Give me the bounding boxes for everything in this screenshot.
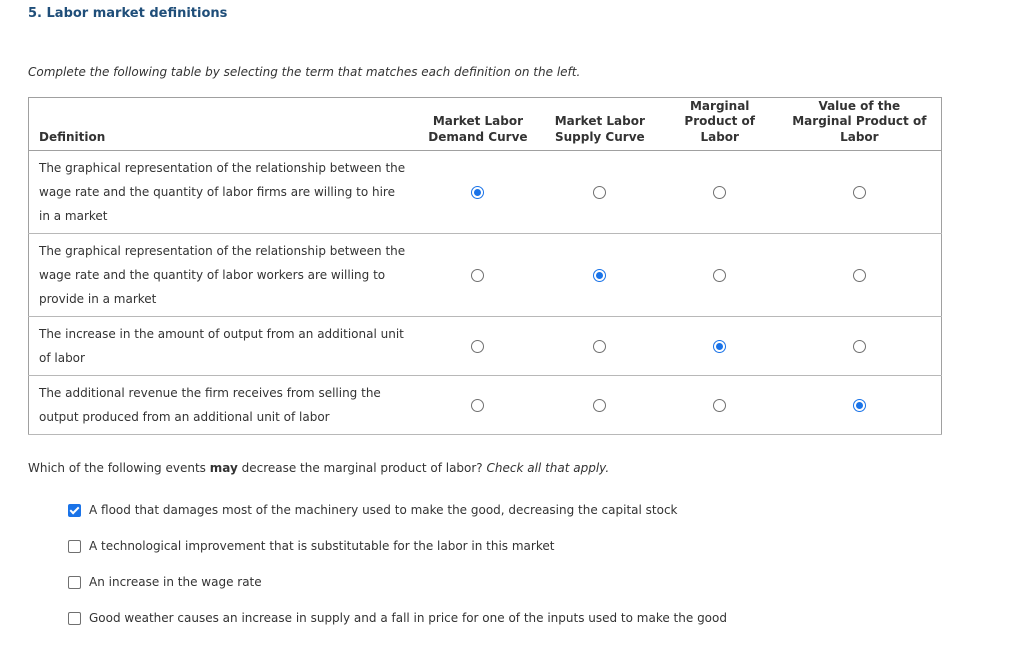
definition-cell: The increase in the amount of output from an additional unit of labor — [29, 317, 418, 376]
table-row — [29, 151, 942, 234]
radio-supply-curve[interactable] — [593, 340, 606, 353]
definition-cell: The graphical representation of the relationship between the wage rate and the quantity of labor firms are willing to hire in a market — [29, 151, 418, 234]
definition-matching-table — [28, 97, 942, 435]
definition-cell: The additional revenue the firm receives from selling the output produced from an additional unit of labor — [29, 376, 418, 435]
option-wage-rate-increase[interactable] — [68, 575, 262, 589]
checkbox[interactable] — [68, 612, 81, 625]
table-row — [29, 376, 942, 435]
radio-marginal-product[interactable] — [713, 340, 726, 353]
option-label: Good weather causes an increase in supply and a fall in price for one of the inputs used to make the good — [89, 611, 727, 625]
radio-supply-curve[interactable] — [593, 399, 606, 412]
option-label: A technological improvement that is substitutable for the labor in this market — [89, 539, 555, 553]
radio-marginal-product[interactable] — [713, 399, 726, 412]
radio-demand-curve[interactable] — [471, 186, 484, 199]
column-header-market-labor-demand-curve: Market Labor Demand Curve — [418, 98, 538, 151]
marginal-product-question: Which of the following events may decrease the marginal product of labor? Check all that apply. — [28, 461, 610, 475]
option-technological-improvement[interactable] — [68, 539, 554, 553]
checkbox[interactable] — [68, 576, 81, 589]
table-row — [29, 234, 942, 317]
radio-supply-curve[interactable] — [593, 269, 606, 282]
radio-value-marginal-product[interactable] — [853, 340, 866, 353]
radio-marginal-product[interactable] — [713, 186, 726, 199]
table-instructions: Complete the following table by selecting the term that matches each definition on the left. — [28, 65, 581, 79]
radio-demand-curve[interactable] — [471, 399, 484, 412]
radio-value-marginal-product[interactable] — [853, 399, 866, 412]
option-label: An increase in the wage rate — [89, 575, 262, 589]
radio-value-marginal-product[interactable] — [853, 269, 866, 282]
radio-supply-curve[interactable] — [593, 186, 606, 199]
radio-marginal-product[interactable] — [713, 269, 726, 282]
radio-value-marginal-product[interactable] — [853, 186, 866, 199]
radio-demand-curve[interactable] — [471, 269, 484, 282]
definition-cell: The graphical representation of the relationship between the wage rate and the quantity of labor workers are willing to provide in a market — [29, 234, 418, 317]
option-label: A flood that damages most of the machinery used to make the good, decreasing the capital stock — [89, 503, 678, 517]
table-header-row — [29, 98, 942, 151]
radio-demand-curve[interactable] — [471, 340, 484, 353]
column-header-market-labor-supply-curve: Market Labor Supply Curve — [538, 98, 662, 151]
checkbox[interactable] — [68, 540, 81, 553]
table-row — [29, 317, 942, 376]
definition-column-header: Definition — [29, 98, 418, 151]
checkbox[interactable] — [68, 504, 81, 517]
option-good-weather[interactable] — [68, 611, 727, 625]
section-title: 5. Labor market definitions — [28, 6, 228, 21]
option-flood-damage[interactable] — [68, 503, 678, 517]
column-header-value-of-marginal-product-of-labor: Value of the Marginal Product of Labor — [778, 98, 942, 151]
column-header-marginal-product-of-labor: Marginal Product of Labor — [662, 98, 778, 151]
